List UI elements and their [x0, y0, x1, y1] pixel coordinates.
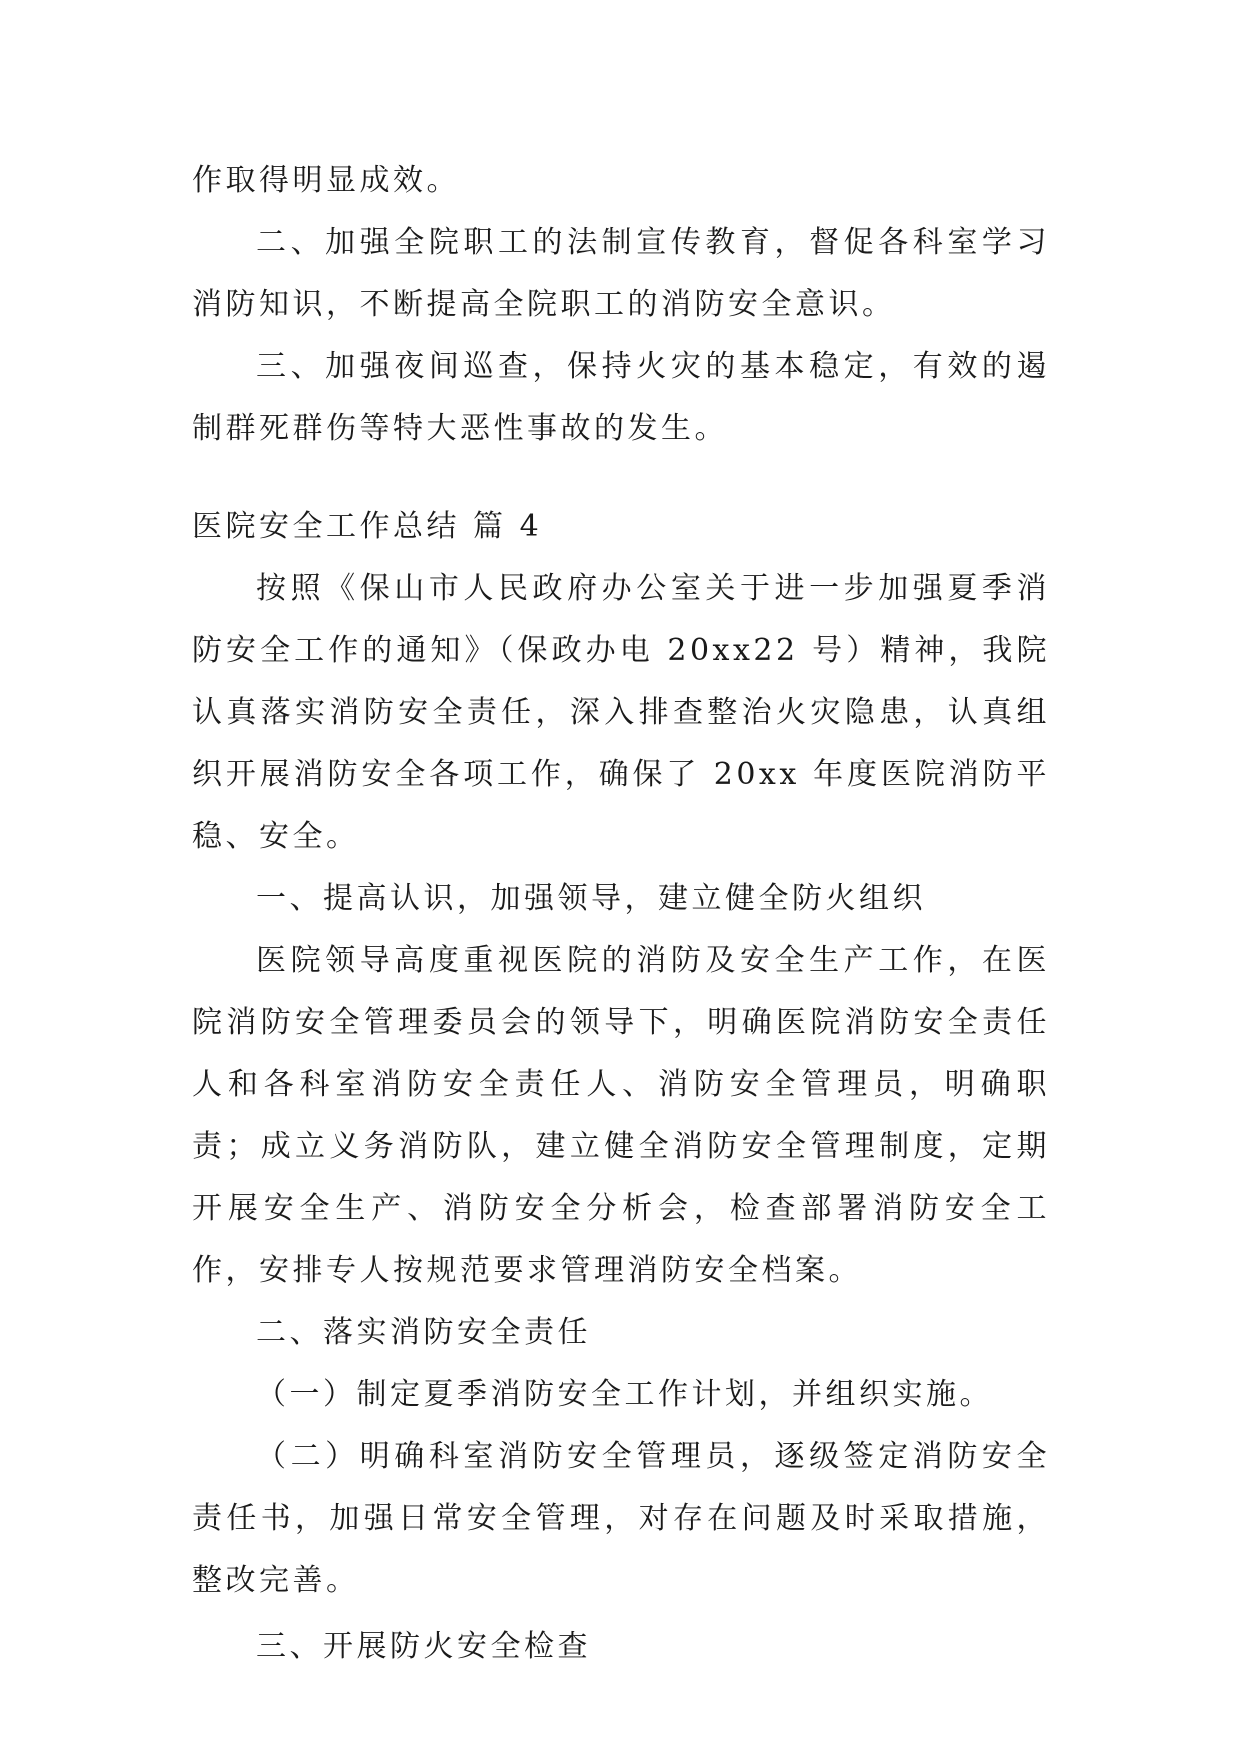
document-page	[192, 150, 1050, 1678]
section-title: 医院安全工作总结 篇 4	[192, 509, 543, 544]
heading-3: 三、开展防火安全检查	[256, 1629, 591, 1664]
continuation-text: 作取得明显成效。	[192, 163, 460, 198]
paragraph-item-3: 三、加强夜间巡查，保持火灾的基本稳定，有效的遏制群死群伤等特大恶性事故的发生。	[192, 349, 1050, 446]
heading-1: 一、提高认识，加强领导，建立健全防火组织	[256, 881, 926, 916]
heading-2: 二、落实消防安全责任	[256, 1315, 591, 1350]
sub-item-2: （二）明确科室消防安全管理员，逐级签定消防安全责任书，加强日常安全管理，对存在问题及时采取措施，整改完善。	[192, 1439, 1050, 1598]
sub-item-1: （一）制定夏季消防安全工作计划，并组织实施。	[256, 1377, 993, 1412]
body-paragraph-1: 医院领导高度重视医院的消防及安全生产工作，在医院消防安全管理委员会的领导下，明确医院消防安全责任人和各科室消防安全责任人、消防安全管理员，明确职责；成立义务消防队，建立健全消防安全管理制度，定期开展安全生产、消防安全分析会，检查部署消防安全工作，安排专人按规范要求管理消防安全档案。	[192, 943, 1050, 1288]
section-gap	[192, 460, 1050, 496]
intro-paragraph: 按照《保山市人民政府办公室关于进一步加强夏季消防安全工作的通知》（保政办电 20xx22 号）精神，我院认真落实消防安全责任，深入排查整治火灾隐患，认真组织开展消防安全各项工作，确保了 20xx 年度医院消防平稳、安全。	[192, 571, 1050, 854]
paragraph-item-2: 二、加强全院职工的法制宣传教育，督促各科室学习消防知识，不断提高全院职工的消防安全意识。	[192, 225, 1050, 322]
